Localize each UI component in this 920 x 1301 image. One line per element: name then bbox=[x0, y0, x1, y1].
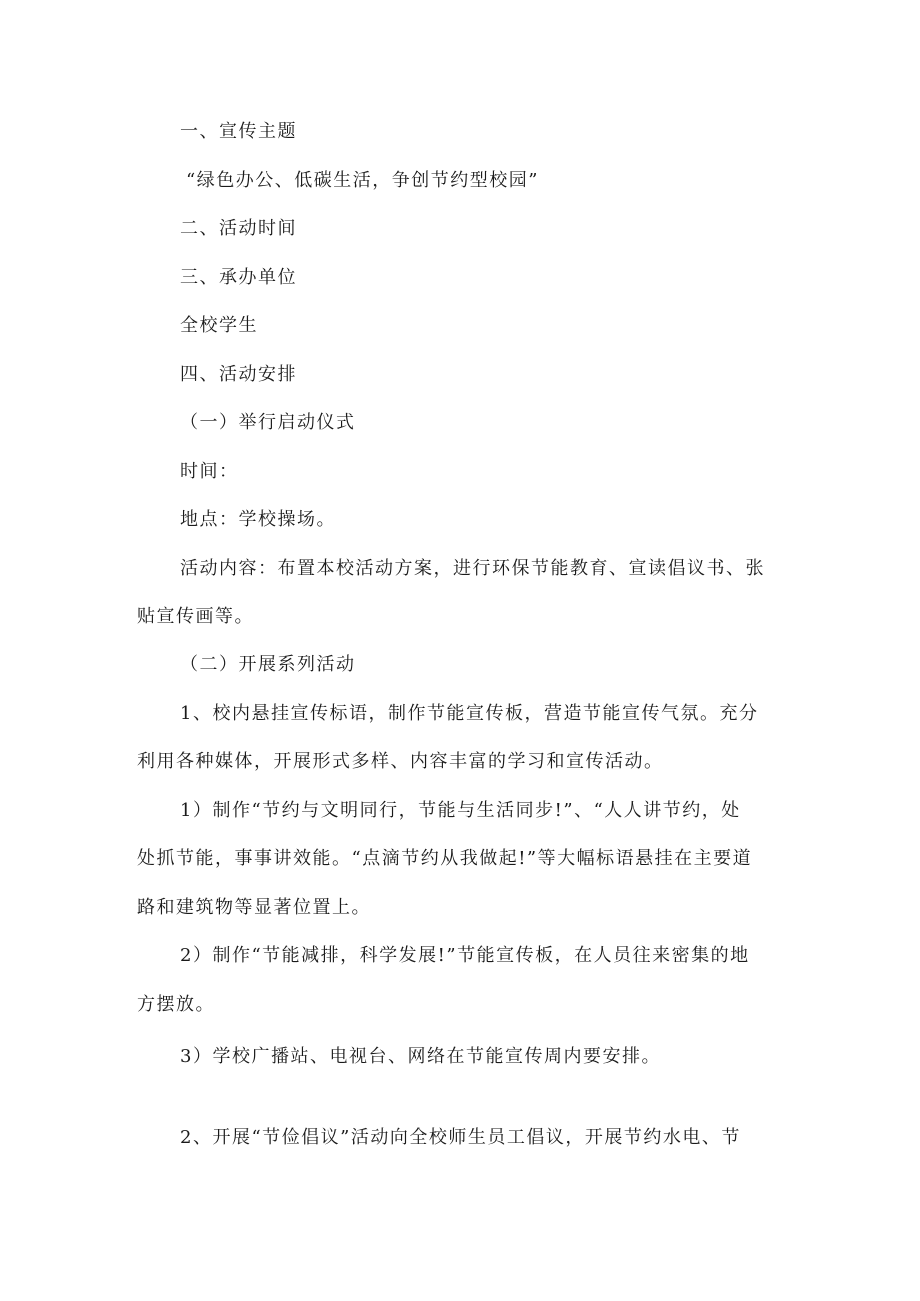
section-heading-organizer: 三、承办单位 bbox=[180, 267, 297, 288]
item-1-2-line-1: 2）制作“节能减排，科学发展!”节能宣传板，在人员往来密集的地 bbox=[180, 945, 750, 966]
ceremony-time: 时间： bbox=[180, 461, 239, 482]
item-1-line-1: 1、校内悬挂宣传标语，制作节能宣传板，营造节能宣传气氛。充分 bbox=[180, 703, 759, 724]
ceremony-content-line-1: 活动内容：布置本校活动方案，进行环保节能教育、宣读倡议书、张 bbox=[180, 558, 765, 579]
item-1-3-line-1: 3）学校广播站、电视台、网络在节能宣传周内要安排。 bbox=[180, 1046, 661, 1067]
item-1-line-2: 利用各种媒体，开展形式多样、内容丰富的学习和宣传活动。 bbox=[137, 751, 664, 772]
subsection-heading-activities: （二）开展系列活动 bbox=[180, 654, 356, 675]
subsection-heading-ceremony: （一）举行启动仪式 bbox=[180, 412, 356, 433]
item-1-2-line-2: 方摆放。 bbox=[137, 994, 215, 1015]
section-heading-time: 二、活动时间 bbox=[180, 218, 297, 239]
ceremony-location: 地点：学校操场。 bbox=[180, 509, 336, 530]
theme-slogan: “绿色办公、低碳生活，争创节约型校园” bbox=[186, 170, 539, 191]
item-1-1-line-2: 处抓节能，事事讲效能。“点滴节约从我做起!”等大幅标语悬挂在主要道 bbox=[137, 848, 753, 869]
ceremony-content-line-2: 贴宣传画等。 bbox=[137, 606, 254, 627]
section-heading-arrangement: 四、活动安排 bbox=[180, 364, 297, 385]
organizer-text: 全校学生 bbox=[180, 315, 258, 336]
item-2-line-1: 2、开展“节俭倡议”活动向全校师生员工倡议，开展节约水电、节 bbox=[180, 1127, 741, 1148]
section-heading-theme: 一、宣传主题 bbox=[180, 121, 297, 142]
item-1-1-line-1: 1）制作“节约与文明同行，节能与生活同步!”、“人人讲节约，处 bbox=[180, 800, 741, 821]
item-1-1-line-3: 路和建筑物等显著位置上。 bbox=[137, 897, 371, 918]
